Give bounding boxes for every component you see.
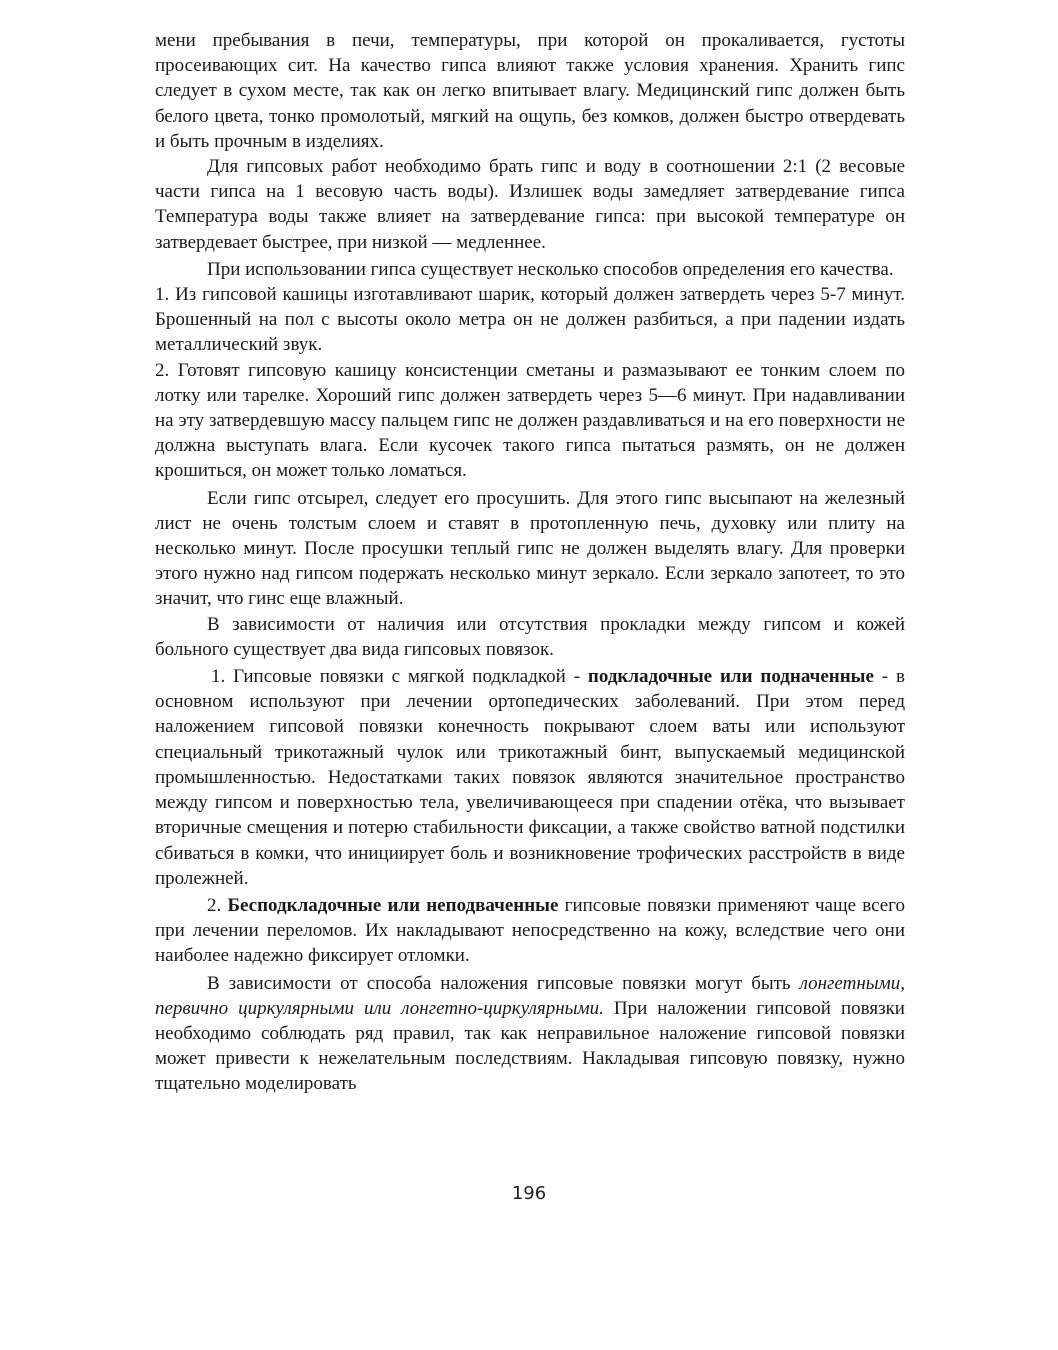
paragraph-9-rest: гипсовые повязки применяют чаще всего при лечении переломов. Их накладывают непосредственно на кожу, вследствие чего они наиболее надежно фиксирует отломки. [155,894,905,967]
paragraph-6: Если гипс отсырел, следует его просушить. Для этого гипс высыпают на железный лист не очень толстым слоем и ставят в протопленную печь, духовку или плиту на несколько минут. После просушки теплый гипс не должен выделять влагу. Для проверки этого нужно над гипсом подержать несколько минут зеркало. Если зеркало запотеет, то это значит, что гинс еще влажный. [155,487,905,610]
paragraph-2: Для гипсовых работ необходимо брать гипс и воду в соотношении 2:1 (2 весовые части гипса на 1 весовую часть воды). Излишек воды замедляет затвердевание гипса Температура воды также влияет на затвердевание гипса: при высокой температуре он затвердевает быстрее, при низкой — медленнее. [155,156,905,253]
paragraph-10-italic-terms: лонгетными, первично циркулярными или лонгетно-циркулярными. [155,972,905,1019]
paragraph-7: В зависимости от наличия или отсутствия прокладки между гипсом и кожей больного существует два вида гипсовых повязок. [155,613,905,660]
paragraph-8-lead: 1. Гипсовые повязки с мягкой подкладкой - [211,666,588,688]
page-number: 196 [511,1183,547,1204]
list-item-2: 2. Готовят гипсовую кашицу консистенции сметаны и размазывают ее тонким слоем по лотку или тарелке. Хороший гипс должен затвердеть через 5—6 минут. При надавливании на эту затвердевшую массу пальцем гипс не должен раздавливаться и на его поверхности не должна выступать влага. Если кусочек такого гипса пытаться размять, он не должен крошиться, он может только ломаться. [155,359,905,482]
page-body [155,28,905,1097]
paragraph-3: При использовании гипса существует несколько способов определения его качества. [207,258,894,280]
paragraph-9-lead: 2. [207,894,228,916]
paragraph-10-lead: В зависимости от способа наложения гипсовые повязки могут быть [207,972,800,994]
paragraph-1: мени пребывания в печи, температуры, при которой он прокаливается, густоты просеивающих сит. На качество гипса влияют также условия хранения. Хранить гипс следует в сухом месте, так как он легко впитывает влагу. Медицинский гипс должен быть белого цвета, тонко промолотый, мягкий на ощупь, без комков, должен быстро отвердевать и быть прочным в изделиях. [155,30,905,152]
paragraph-10-rest: При наложении гипсовой повязки необходимо соблюдать ряд правил, так как неправильное наложение гипсовой повязки может привести к нежелательным последствиям. Накладывая гипсовую повязку, нужно тщательно моделировать [155,997,905,1095]
paragraph-8-rest: - в основном используют при лечении ортопедических заболеваний. При этом перед наложением гипсовой повязки конечность покрывают слоем ваты или используют специальный трикотажный чулок или трикотажный бинт, выпускаемый медицинской промышленностью. Недостатками таких повязок являются значительное пространство между гипсом и поверхностью тела, увеличивающееся при спадении отёка, что вызывает вторичные смещения и потерю стабильности фиксации, а также свойство ватной подстилки сбиваться в комки, что инициирует боль и возникновение трофических расстройств в виде пролежней. [155,666,905,889]
paragraph-9-bold-term: Бесподкладочные или неподваченные [227,894,559,916]
paragraph-8 [155,664,905,891]
list-item-1: 1. Из гипсовой кашицы изготавливают шарик, который должен затвердеть через 5-7 минут. Брошенный на пол с высоты около метра он не должен разбиться, а при падении издать металлический звук. [155,284,905,356]
paragraph-10 [155,971,905,1097]
paragraph-8-bold-term: подкладочные или подначенные [587,666,874,688]
paragraph-9 [155,893,905,969]
